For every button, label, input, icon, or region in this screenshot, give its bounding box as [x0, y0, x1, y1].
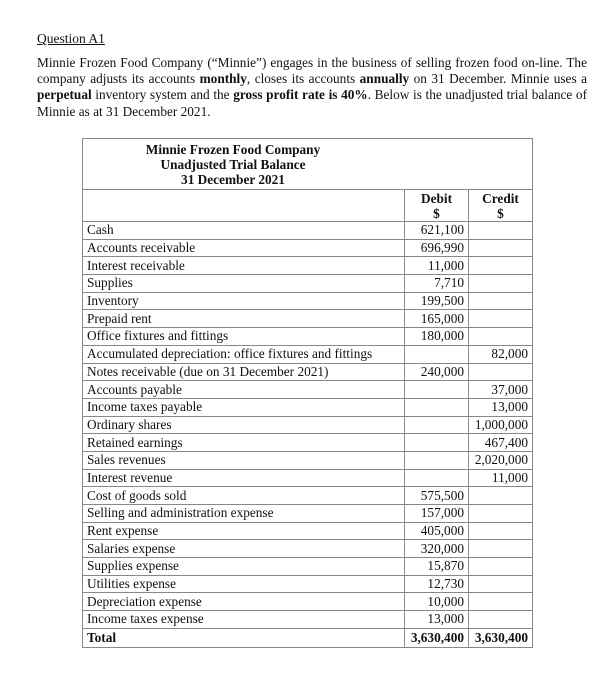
- table-row: [83, 381, 533, 399]
- debit-cell: 575,500: [405, 487, 469, 505]
- account-cell: Supplies: [83, 275, 405, 293]
- credit-cell: 82,000: [469, 345, 533, 363]
- credit-cell: [469, 487, 533, 505]
- credit-cell: 13,000: [469, 398, 533, 416]
- account-cell: Prepaid rent: [83, 310, 405, 328]
- debit-cell: [405, 434, 469, 452]
- debit-cell: [405, 469, 469, 487]
- debit-cell: 3,630,400: [405, 628, 469, 647]
- account-cell: Interest revenue: [83, 469, 405, 487]
- credit-cell: 3,630,400: [469, 628, 533, 647]
- account-cell: Income taxes payable: [83, 398, 405, 416]
- credit-cell: [469, 611, 533, 629]
- debit-cell: [405, 451, 469, 469]
- account-cell: Selling and administration expense: [83, 505, 405, 523]
- table-row: [83, 575, 533, 593]
- debit-cell: 13,000: [405, 611, 469, 629]
- table-row: [83, 434, 533, 452]
- debit-cell: 12,730: [405, 575, 469, 593]
- intro-text: on 31 December. Minnie uses a: [409, 71, 587, 87]
- table-row: [83, 593, 533, 611]
- debit-cell: 15,870: [405, 558, 469, 576]
- credit-currency: $: [497, 206, 504, 221]
- credit-header: [469, 190, 533, 222]
- debit-cell: [405, 381, 469, 399]
- table-row: [83, 398, 533, 416]
- debit-cell: 7,710: [405, 275, 469, 293]
- statement-name: Unadjusted Trial Balance: [160, 157, 306, 172]
- account-cell: Rent expense: [83, 522, 405, 540]
- company-name: Minnie Frozen Food Company: [145, 142, 321, 157]
- debit-cell: [405, 398, 469, 416]
- account-cell: Depreciation expense: [83, 593, 405, 611]
- credit-label: Credit: [482, 191, 519, 206]
- account-cell: Sales revenues: [83, 451, 405, 469]
- intro-bold-gross-profit: gross profit rate is 40%: [233, 87, 368, 103]
- intro-text: . Below is the unadjusted trial balance of Minnie as at 31 December 2021.: [37, 87, 588, 119]
- debit-cell: 157,000: [405, 505, 469, 523]
- credit-cell: [469, 558, 533, 576]
- credit-cell: 1,000,000: [469, 416, 533, 434]
- statement-date: 31 December 2021: [181, 172, 285, 187]
- account-cell: Inventory: [83, 292, 405, 310]
- account-cell: Ordinary shares: [83, 416, 405, 434]
- credit-cell: [469, 593, 533, 611]
- debit-cell: 11,000: [405, 257, 469, 275]
- credit-cell: [469, 575, 533, 593]
- debit-header: [405, 190, 469, 222]
- table-row: [83, 522, 533, 540]
- credit-cell: [469, 328, 533, 346]
- table-row: [83, 416, 533, 434]
- account-cell: Accumulated depreciation: office fixtures and fittings: [83, 345, 405, 363]
- account-cell: Total: [83, 628, 405, 647]
- intro-text: Minnie Frozen Food Company (“Minnie”) engages in the business of selling frozen food on-line. The company adjusts its accounts: [37, 55, 587, 87]
- credit-cell: [469, 257, 533, 275]
- trial-balance-table: [82, 138, 533, 648]
- account-cell: Utilities expense: [83, 575, 405, 593]
- credit-cell: [469, 540, 533, 558]
- account-cell: Salaries expense: [83, 540, 405, 558]
- table-row: [83, 558, 533, 576]
- table-row: [83, 222, 533, 240]
- table-row: [83, 487, 533, 505]
- debit-cell: 320,000: [405, 540, 469, 558]
- intro-text: , closes its accounts: [246, 71, 360, 87]
- table-row: [83, 328, 533, 346]
- table-header-row: [83, 190, 533, 222]
- table-row: [83, 611, 533, 629]
- account-cell: Income taxes expense: [83, 611, 405, 629]
- credit-cell: 11,000: [469, 469, 533, 487]
- debit-cell: 165,000: [405, 310, 469, 328]
- account-cell: Accounts payable: [83, 381, 405, 399]
- debit-cell: 180,000: [405, 328, 469, 346]
- debit-cell: 621,100: [405, 222, 469, 240]
- credit-cell: 37,000: [469, 381, 533, 399]
- debit-cell: 10,000: [405, 593, 469, 611]
- intro-bold-monthly: monthly: [199, 71, 247, 87]
- credit-cell: [469, 505, 533, 523]
- credit-cell: [469, 310, 533, 328]
- debit-cell: 405,000: [405, 522, 469, 540]
- table-row: [83, 292, 533, 310]
- credit-cell: [469, 275, 533, 293]
- table-row: [83, 310, 533, 328]
- account-cell: Cost of goods sold: [83, 487, 405, 505]
- credit-cell: 2,020,000: [469, 451, 533, 469]
- credit-cell: [469, 292, 533, 310]
- credit-cell: [469, 363, 533, 381]
- intro-bold-perpetual: perpetual: [37, 87, 92, 103]
- table-row: [83, 451, 533, 469]
- account-cell: Notes receivable (due on 31 December 2021): [83, 363, 405, 381]
- table-row: [83, 275, 533, 293]
- intro-text: inventory system and the: [91, 87, 234, 103]
- account-cell: Retained earnings: [83, 434, 405, 452]
- debit-currency: $: [433, 206, 440, 221]
- account-cell: Accounts receivable: [83, 239, 405, 257]
- table-row: [83, 505, 533, 523]
- account-cell: Interest receivable: [83, 257, 405, 275]
- account-cell: Cash: [83, 222, 405, 240]
- debit-cell: 696,990: [405, 239, 469, 257]
- table-title-row: [83, 139, 533, 190]
- total-row: [83, 628, 533, 647]
- credit-cell: [469, 522, 533, 540]
- debit-cell: 240,000: [405, 363, 469, 381]
- credit-cell: [469, 222, 533, 240]
- credit-cell: [469, 239, 533, 257]
- table-row: [83, 257, 533, 275]
- account-header: [83, 190, 405, 222]
- debit-cell: [405, 416, 469, 434]
- debit-cell: 199,500: [405, 292, 469, 310]
- table-row: [83, 363, 533, 381]
- table-row: [83, 469, 533, 487]
- table-row: [83, 239, 533, 257]
- table-row: [83, 345, 533, 363]
- credit-cell: 467,400: [469, 434, 533, 452]
- table-row: [83, 540, 533, 558]
- account-cell: Office fixtures and fittings: [83, 328, 405, 346]
- intro-paragraph: [37, 55, 587, 120]
- question-title: Question A1: [37, 31, 105, 46]
- debit-cell: [405, 345, 469, 363]
- intro-bold-annually: annually: [359, 71, 410, 87]
- account-cell: Supplies expense: [83, 558, 405, 576]
- table-title-cell: [83, 139, 533, 190]
- debit-label: Debit: [420, 191, 453, 206]
